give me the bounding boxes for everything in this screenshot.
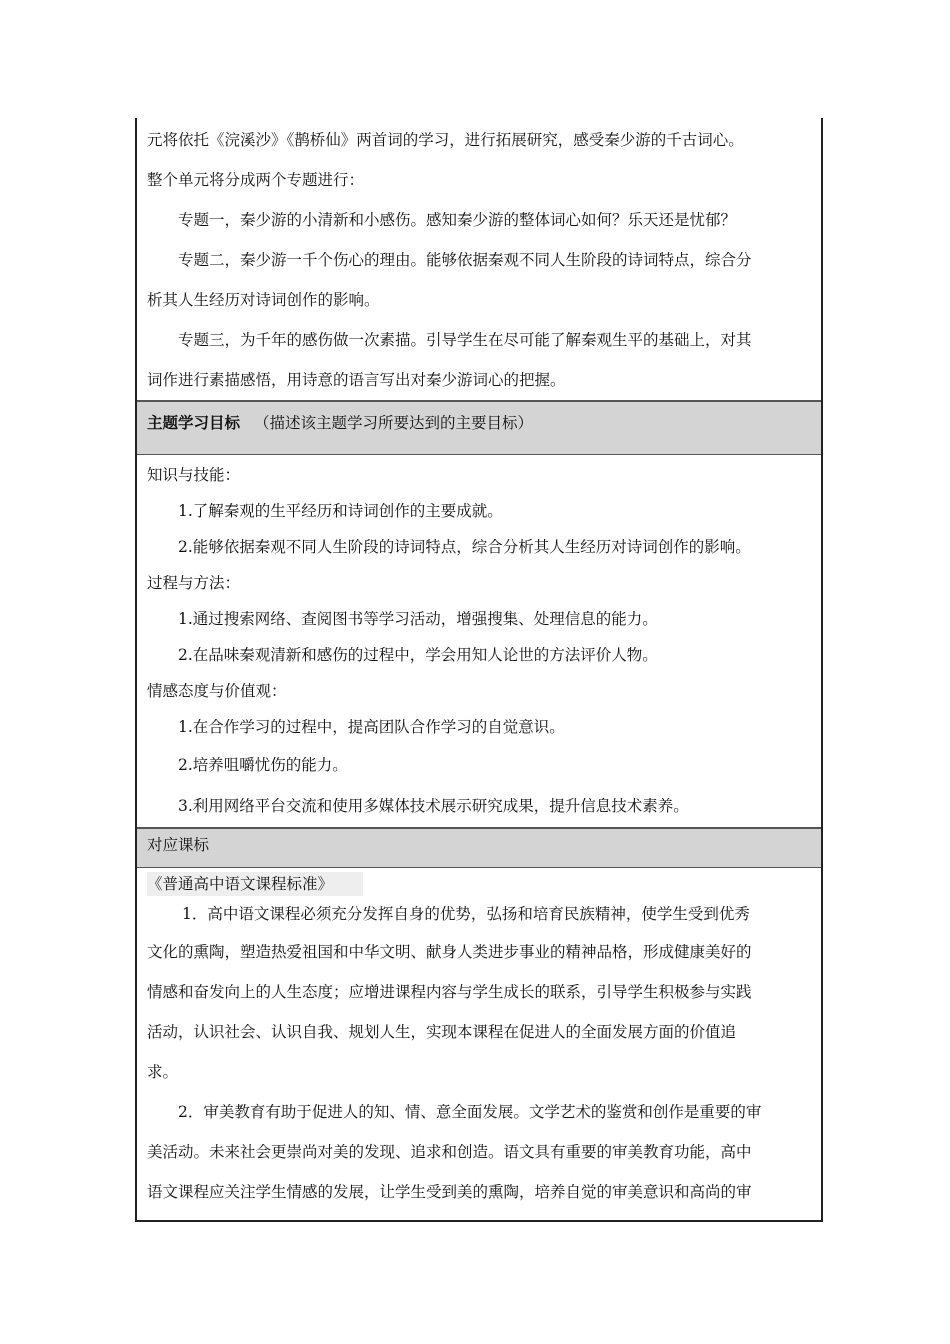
lesson-table [135, 118, 823, 1222]
standards-section [137, 868, 821, 1222]
standards-line: 活动，认识社会、认识自我、规划人生，实现本课程在促进人的全面发展方面的价值追 [147, 1023, 737, 1041]
process-item: 2.在品味秦观清新和感伤的过程中，学会用知人论世的方法评价人物。 [178, 646, 658, 664]
emotion-heading: 情感态度与价值观： [147, 682, 287, 700]
emotion-item: 2.培养咀嚼忧伤的能力。 [178, 756, 348, 774]
standards-line: 情感和奋发向上的人生态度；应增进课程内容与学生成长的联系，引导学生积极参与实践 [147, 983, 752, 1001]
intro-line: 整个单元将分成两个专题进行： [147, 171, 365, 189]
standards-line: 文化的熏陶，塑造热爱祖国和中华文明、献身人类进步事业的精神品格，形成健康美好的 [147, 943, 752, 961]
objectives-section [137, 455, 821, 828]
intro-topic-1: 专题一，秦少游的小清新和小感伤。感知秦少游的整体词心如何？乐天还是忧郁？ [178, 211, 737, 229]
unit-intro-section [137, 118, 821, 401]
standards-body [137, 868, 821, 1220]
standards-title: 对应课标 [147, 836, 210, 854]
intro-line: 析其人生经历对诗词创作的影响。 [147, 291, 380, 309]
standards-line: 语文课程应关注学生情感的发展，让学生受到美的熏陶，培养自觉的审美意识和高尚的审 [147, 1183, 752, 1201]
process-item: 1.通过搜索网络、查阅图书等学习活动，增强搜集、处理信息的能力。 [178, 610, 658, 628]
objectives-title: 主题学习目标 [147, 413, 241, 432]
standards-line: 美活动。未来社会更崇尚对美的发现、追求和创造。语文具有重要的审美教育功能，高中 [147, 1143, 752, 1161]
knowledge-item: 1.了解秦观的生平经历和诗词创作的主要成就。 [178, 502, 503, 520]
emotion-item: 3.利用网络平台交流和使用多媒体技术展示研究成果，提升信息技术素养。 [178, 797, 689, 815]
objectives-header-text [137, 402, 821, 444]
unit-intro-text [137, 118, 821, 400]
process-heading: 过程与方法： [147, 574, 241, 592]
standards-line: 2．审美教育有助于促进人的知、情、意全面发展。文学艺术的鉴赏和创作是重要的审 [178, 1103, 762, 1121]
knowledge-heading: 知识与技能： [147, 466, 241, 484]
emotion-item: 1.在合作学习的过程中，提高团队合作学习的自觉意识。 [178, 718, 565, 736]
intro-topic-3: 专题三，为千年的感伤做一次素描。引导学生在尽可能了解秦观生平的基础上，对其 [178, 331, 752, 349]
objectives-subtitle: （描述该主题学习所要达到的主要目标） [254, 414, 534, 432]
standards-line: 1．高中语文课程必须充分发挥自身的优势，弘扬和培育民族精神，使学生受到优秀 [182, 905, 750, 923]
intro-topic-2: 专题二，秦少游一千个伤心的理由。能够依据秦观不同人生阶段的诗词特点，综合分 [178, 251, 752, 269]
standards-header [137, 828, 821, 868]
knowledge-item: 2.能够依据秦观不同人生阶段的诗词特点，综合分析其人生经历对诗词创作的影响。 [178, 538, 751, 556]
objectives-header [137, 401, 821, 455]
intro-line: 词作进行素描感悟，用诗意的语言写出对秦少游词心的把握。 [147, 371, 566, 389]
objectives-body [137, 455, 821, 827]
standards-line: 求。 [147, 1063, 179, 1081]
intro-line: 元将依托《浣溪沙》《鹊桥仙》两首词的学习，进行拓展研究，感受秦少游的千古词心。 [147, 131, 744, 149]
standards-doc-title: 《普通高中语文课程标准》 [147, 872, 363, 896]
